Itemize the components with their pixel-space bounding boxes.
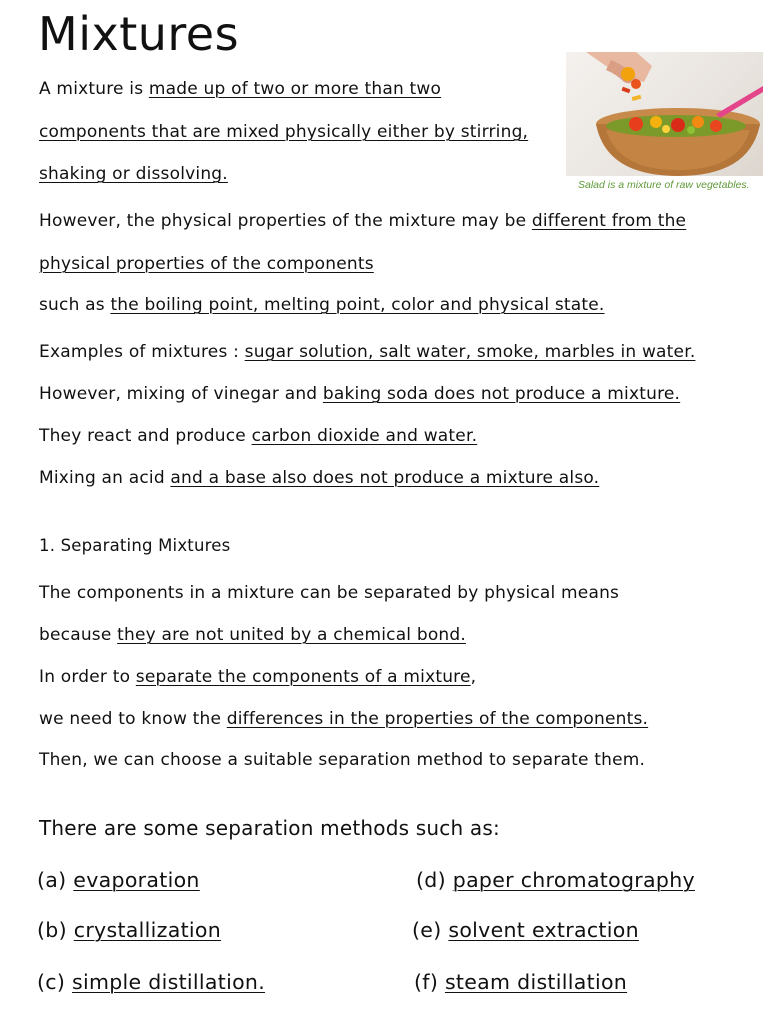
intro-line-5 [39,252,374,276]
underlined-text: baking soda does not produce a mixture. [322,384,681,404]
method-name: crystallization [73,918,222,942]
underlined-text: the boiling point, melting point, color and physical state. [110,295,605,315]
method-name: paper chromatography [452,868,695,892]
examples-line-2: However, mixing of vinegar and baking soda does not produce a mixture. [39,384,681,404]
method-item-c: (c) simple distillation. [37,970,266,994]
salad-bowl-illustration [566,52,763,176]
underlined-text: carbon dioxide and water. [251,426,478,446]
section-heading: 1. Separating Mixtures [39,536,231,555]
underlined-text: sugar solution, salt water, smoke, marbles in water. [244,342,696,362]
separating-line-2: because they are not united by a chemical bond. [39,625,466,645]
method-item-a: (a) evaporation [37,868,200,892]
underlined-text: and a base also does not produce a mixture also. [170,468,600,488]
underlined-text: made up of two or more than two [148,79,442,99]
examples-line-3: They react and produce carbon dioxide and water. [39,426,478,446]
underlined-text: differences in the properties of the components. [226,709,649,729]
examples-line-1: Examples of mixtures : sugar solution, salt water, smoke, marbles in water. [39,342,696,362]
separating-line-4: we need to know the differences in the properties of the components. [39,709,649,729]
photo-caption: Salad is a mixture of raw vegetables. [578,179,750,191]
methods-intro: There are some separation methods such as: [39,816,500,840]
underlined-text: they are not united by a chemical bond. [117,625,466,645]
method-name: simple distillation. [72,970,266,994]
method-name: evaporation [73,868,200,892]
method-item-f: (f) steam distillation [414,970,628,994]
method-item-d: (d) paper chromatography [416,868,695,892]
underlined-text: separate the components of a mixture [135,667,471,687]
intro-line-6: such as the boiling point, melting point, color and physical state. [39,295,605,315]
underlined-text: physical properties of the components [39,254,374,274]
separating-line-5: Then, we can choose a suitable separation method to separate them. [39,750,646,770]
underlined-text: different from the [531,211,687,231]
underlined-text: shaking or dissolving. [39,164,228,184]
intro-line-2 [39,120,528,144]
method-name: solvent extraction [448,918,639,942]
separating-line-3: In order to separate the components of a mixture, [39,667,477,687]
page-title: Mixtures [38,7,240,61]
method-item-e: (e) solvent extraction [412,918,639,942]
intro-line-1: A mixture is made up of two or more than two [39,79,442,99]
intro-line-3 [39,162,228,186]
examples-line-4: Mixing an acid and a base also does not produce a mixture also. [39,468,600,488]
method-item-b: (b) crystallization [37,918,222,942]
method-name: steam distillation [444,970,628,994]
intro-line-4: However, the physical properties of the mixture may be different from the [39,211,687,231]
underlined-text: components that are mixed physically either by stirring, [39,122,529,142]
salad-photo [566,52,763,176]
separating-line-1: The components in a mixture can be separated by physical means [39,583,620,603]
